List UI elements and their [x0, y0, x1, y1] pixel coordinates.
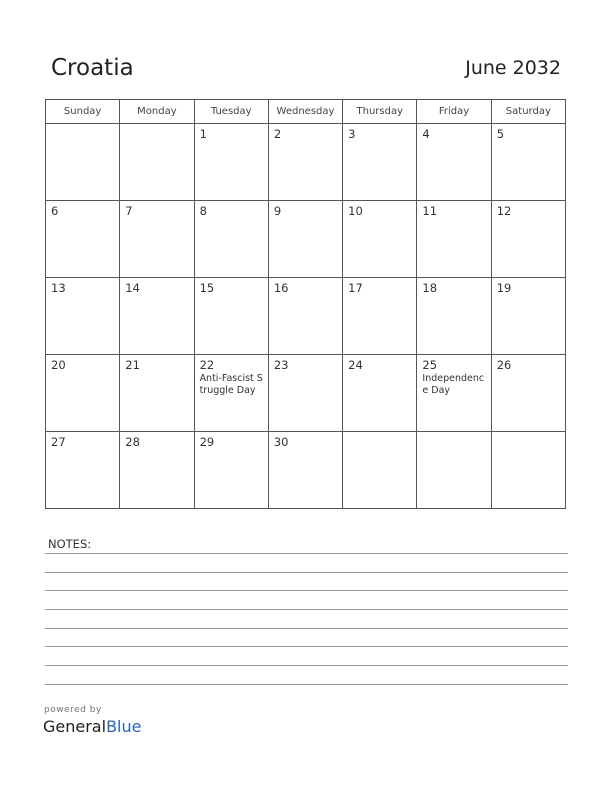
holiday-label: Independence Day: [422, 373, 485, 396]
day-cell: [343, 278, 417, 355]
day-cell: [194, 278, 268, 355]
day-cell: [491, 201, 565, 278]
weekday-tuesday: Tuesday: [194, 100, 268, 124]
day-cell: [491, 278, 565, 355]
day-number: 25: [422, 358, 438, 372]
week-row: [46, 278, 566, 355]
day-cell: [194, 432, 268, 509]
day-cell: [417, 124, 491, 201]
day-number: 5: [496, 127, 505, 141]
weekday-thursday: Thursday: [343, 100, 417, 124]
day-cell: [417, 201, 491, 278]
day-cell: [194, 201, 268, 278]
day-cell: [417, 355, 491, 432]
day-number: 13: [51, 281, 66, 295]
brand-logo[interactable]: [43, 717, 141, 736]
day-number: 18: [422, 281, 438, 295]
day-number: 24: [348, 358, 363, 372]
day-number: 26: [496, 358, 512, 372]
week-row: [46, 124, 566, 201]
week-row: [46, 355, 566, 432]
day-number: 12: [496, 204, 512, 218]
day-number: 16: [273, 281, 289, 295]
day-cell: [194, 355, 268, 432]
day-cell: [194, 124, 268, 201]
day-number: 17: [348, 281, 363, 295]
weekday-monday: Monday: [120, 100, 194, 124]
calendar-grid: [45, 99, 566, 509]
day-cell: [268, 201, 342, 278]
day-cell: [268, 355, 342, 432]
day-cell: [120, 278, 194, 355]
weekday-sunday: Sunday: [46, 100, 120, 124]
day-number: 14: [125, 281, 140, 295]
day-cell: [491, 432, 565, 509]
day-number: 8: [199, 204, 207, 218]
day-cell: [343, 432, 417, 509]
day-number: 1: [199, 127, 207, 141]
day-cell: [417, 278, 491, 355]
note-line: [45, 665, 568, 666]
day-number: 9: [273, 204, 282, 218]
day-number: 10: [348, 204, 363, 218]
day-number: 27: [51, 435, 66, 449]
day-cell: [343, 201, 417, 278]
day-number: 23: [273, 358, 289, 372]
day-number: 15: [199, 281, 215, 295]
day-cell: [46, 124, 120, 201]
day-number: 29: [199, 435, 215, 449]
note-line: [45, 609, 568, 610]
weekday-header-row: [46, 100, 566, 124]
day-number: 4: [422, 127, 430, 141]
note-line: [45, 572, 568, 573]
day-cell: [46, 278, 120, 355]
day-number: 28: [125, 435, 140, 449]
note-line: [45, 628, 568, 629]
note-line: [45, 553, 568, 554]
day-cell: [120, 355, 194, 432]
note-line: [45, 646, 568, 647]
day-cell: [46, 201, 120, 278]
holiday-label: Anti-Fascist Struggle Day: [199, 373, 263, 396]
day-number: 2: [273, 127, 282, 141]
day-cell: [343, 124, 417, 201]
day-number: 20: [51, 358, 66, 372]
day-cell: [491, 124, 565, 201]
day-number: 6: [51, 204, 59, 218]
weekday-friday: Friday: [417, 100, 491, 124]
month-year-title: June 2032: [465, 57, 561, 79]
day-cell: [46, 355, 120, 432]
day-cell: [268, 124, 342, 201]
day-number: 30: [273, 435, 289, 449]
brand-general: General: [43, 717, 107, 736]
day-cell: [120, 201, 194, 278]
day-number: 21: [125, 358, 140, 372]
week-row: [46, 432, 566, 509]
day-cell: [46, 432, 120, 509]
brand-blue: Blue: [106, 717, 142, 736]
note-line: [45, 590, 568, 591]
note-line: [45, 684, 568, 685]
week-row: [46, 201, 566, 278]
weekday-saturday: Saturday: [491, 100, 565, 124]
day-cell: [268, 432, 342, 509]
notes-label: NOTES:: [48, 537, 92, 551]
weekday-wednesday: Wednesday: [268, 100, 342, 124]
day-cell: [491, 355, 565, 432]
day-number: 22: [199, 358, 215, 372]
day-number: 7: [125, 204, 133, 218]
day-cell: [343, 355, 417, 432]
day-number: 19: [496, 281, 512, 295]
day-number: 11: [422, 204, 438, 218]
day-cell: [268, 278, 342, 355]
day-cell: [417, 432, 491, 509]
day-cell: [120, 432, 194, 509]
powered-by-text: powered by: [44, 705, 102, 715]
day-cell: [120, 124, 194, 201]
country-title: Croatia: [51, 55, 134, 81]
day-number: 3: [348, 127, 356, 141]
